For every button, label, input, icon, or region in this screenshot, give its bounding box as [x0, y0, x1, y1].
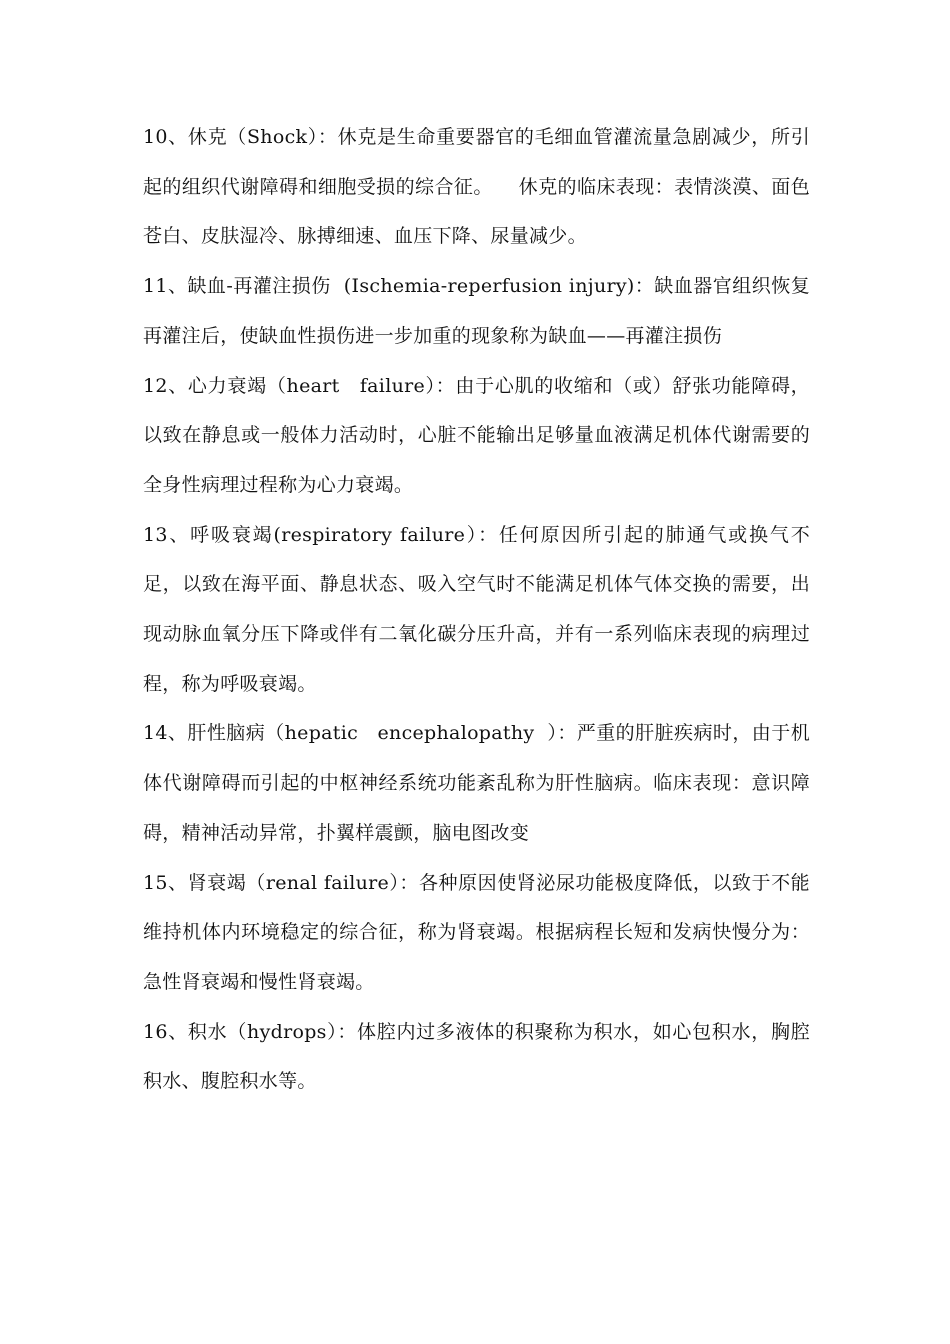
entry-shock — [143, 113, 810, 262]
entry-text: 16、积水（hydrops）：体腔内过多液体的积聚称为积水，如心包积水，胸腔积水、腹腔积水等。 — [143, 1020, 810, 1093]
entry-heart-failure — [143, 362, 810, 511]
entry-text: 11、缺血-再灌注损伤 (Ischemia-reperfusion injury)：缺血器官组织恢复再灌注后，使缺血性损伤进一步加重的现象称为缺血——再灌注损伤 — [143, 275, 810, 347]
entry-renal-failure — [143, 859, 810, 1008]
entry-text: 10、休克（Shock）：休克是生命重要器官的毛细血管灌流量急剧减少，所引起的组织代谢障碍和细胞受损的综合征。 休克的临床表现：表情淡漠、面色苍白、皮肤湿冷、脉搏细速、血压下降、尿量减少。 — [143, 126, 810, 248]
entry-hydrops — [143, 1008, 810, 1107]
entry-respiratory-failure — [143, 511, 810, 710]
entry-text: 12、心力衰竭（heart failure）：由于心肌的收缩和（或）舒张功能障碍，以致在静息或一般体力活动时，心脏不能输出足够量血液满足机体代谢需要的全身性病理过程称为心力衰竭。 — [143, 374, 810, 496]
entry-text: 14、肝性脑病（hepatic encephalopathy ）：严重的肝脏疾病时，由于机体代谢障碍而引起的中枢神经系统功能紊乱称为肝性脑病。临床表现：意识障碍，精神活动异常，扑翼样震颤，脑电图改变 — [143, 722, 810, 844]
entry-ischemia-reperfusion-injury — [143, 262, 810, 361]
entry-text: 13、呼吸衰竭(respiratory failure）：任何原因所引起的肺通气或换气不足，以致在海平面、静息状态、吸入空气时不能满足机体气体交换的需要，出现动脉血氧分压下降或伴有二氧化碳分压升高，并有一系列临床表现的病理过程，称为呼吸衰竭。 — [143, 523, 810, 695]
entry-hepatic-encephalopathy — [143, 709, 810, 858]
entry-text: 15、肾衰竭（renal failure）：各种原因使肾泌尿功能极度降低，以致于不能维持机体内环境稳定的综合征，称为肾衰竭。根据病程长短和发病快慢分为：急性肾衰竭和慢性肾衰竭。 — [143, 871, 810, 993]
document-body — [143, 113, 810, 1107]
